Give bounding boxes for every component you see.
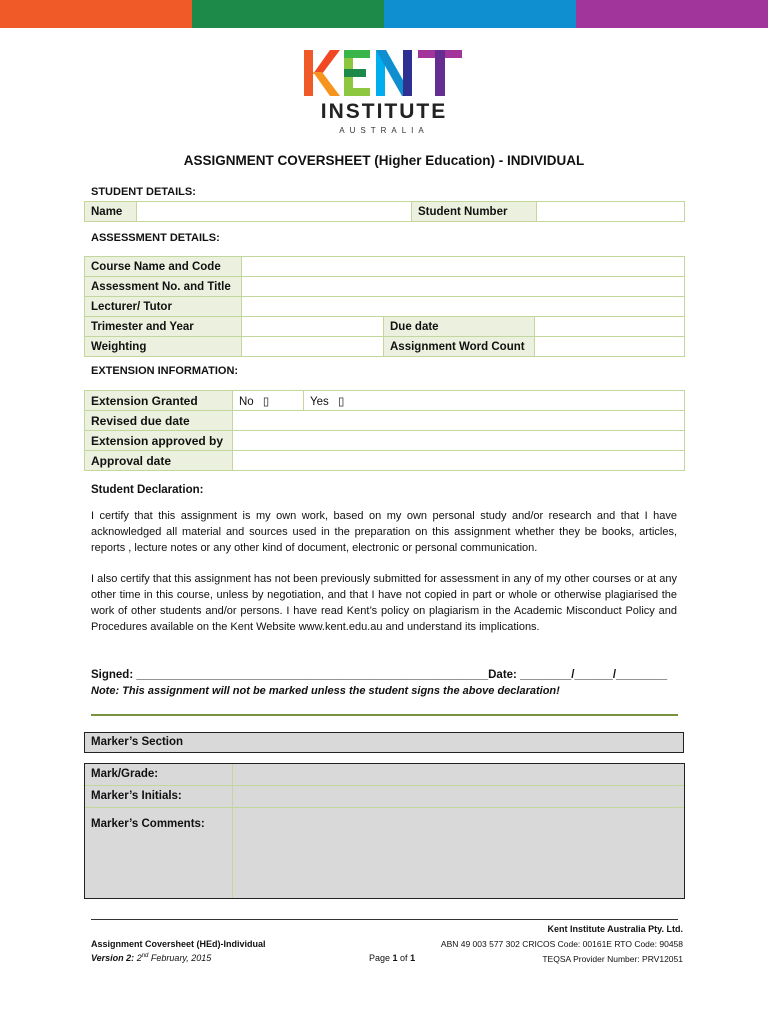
footer-registration: ABN 49 003 577 302 CRICOS Code: 00161E RTO Code: 90458 (440, 939, 683, 949)
course-name-field[interactable] (242, 257, 685, 277)
assessment-details-table (84, 256, 685, 357)
marker-column-divider (232, 764, 233, 898)
due-date-label: Due date (384, 317, 535, 337)
markers-section-box (84, 763, 685, 899)
weighting-label: Weighting (85, 337, 242, 357)
extension-heading: EXTENSION INFORMATION: (91, 365, 239, 377)
word-count-label: Assignment Word Count (384, 337, 535, 357)
assessment-title-label: Assessment No. and Title (85, 277, 242, 297)
footer-rule (91, 919, 678, 920)
declaration-paragraph-1: I certify that this assignment is my own work, based on my own personal study and/or research and that I have acknowledged all material and sources used in the preparation on this assignment whether they be books, articles, reports , lecture notes or any other kind of document, electronic or personal communication. (91, 510, 677, 554)
approved-by-field[interactable] (233, 431, 685, 451)
kent-logo (300, 48, 470, 140)
name-label: Name (85, 202, 137, 222)
student-number-field[interactable] (537, 202, 685, 222)
brand-stripe-green (192, 0, 384, 28)
markers-section-heading: Marker’s Section (84, 732, 684, 753)
extension-granted-label: Extension Granted (85, 391, 233, 411)
no-checkbox-icon[interactable]: ▯ (262, 395, 270, 408)
no-label: No (239, 395, 254, 408)
trimester-field[interactable] (242, 317, 384, 337)
revised-due-date-field[interactable] (233, 411, 685, 431)
trimester-label: Trimester and Year (85, 317, 242, 337)
approval-date-field[interactable] (233, 451, 685, 471)
student-details-heading: STUDENT DETAILS: (91, 186, 196, 198)
version-day: 2 (136, 953, 142, 963)
yes-label: Yes (310, 395, 329, 408)
version-date: February, 2015 (150, 953, 212, 963)
footer-version (91, 953, 211, 963)
extension-no-option[interactable] (233, 391, 304, 411)
brand-stripe-blue (384, 0, 576, 28)
signature-line[interactable]: Signed: _______________________________________________________Date: ________/______/________ (91, 669, 668, 681)
student-details-table (84, 201, 685, 222)
section-divider (91, 714, 678, 716)
document-title: ASSIGNMENT COVERSHEET (Higher Education) - INDIVIDUAL (183, 153, 585, 168)
assessment-details-heading: ASSESSMENT DETAILS: (91, 232, 220, 244)
declaration-paragraph-2: I also certify that this assignment has not been previously submitted for assessment in any of my other courses or at any other time in this course, unless by negotiation, and that I have not copied in part or whole or otherwise plagiarised the work of other students and/or persons. I have read Kent’s policy on plagiarism in the Academic Misconduct Policy and Procedures available on the Kent Website www.kent.edu.au and understand its implications. (91, 573, 677, 633)
mark-grade-row[interactable] (85, 764, 684, 786)
word-count-field[interactable] (535, 337, 685, 357)
weighting-field[interactable] (242, 337, 384, 357)
brand-color-bar (0, 0, 768, 28)
logo-institute-text: INSTITUTE (320, 100, 448, 123)
revised-due-date-label: Revised due date (85, 411, 233, 431)
assessment-title-field[interactable] (242, 277, 685, 297)
footer-company: Kent Institute Australia Pty. Ltd. (547, 924, 683, 934)
brand-stripe-purple (576, 0, 768, 28)
footer-teqsa: TEQSA Provider Number: PRV12051 (542, 954, 683, 964)
page-prefix: Page (369, 953, 393, 963)
name-field[interactable] (137, 202, 412, 222)
extension-table (84, 390, 685, 471)
yes-checkbox-icon[interactable]: ▯ (337, 395, 345, 408)
declaration-note: Note: This assignment will not be marked unless the student signs the above declaration! (91, 685, 560, 697)
due-date-field[interactable] (535, 317, 685, 337)
page-mid: of (397, 953, 411, 963)
page-total: 1 (410, 953, 416, 963)
student-number-label: Student Number (412, 202, 537, 222)
version-suffix: nd (141, 953, 149, 959)
approval-date-label: Approval date (85, 451, 233, 471)
lecturer-field[interactable] (242, 297, 685, 317)
extension-yes-option[interactable] (304, 391, 685, 411)
mark-grade-label: Mark/Grade: (91, 768, 159, 780)
version-label: Version 2: (91, 953, 135, 963)
lecturer-label: Lecturer/ Tutor (85, 297, 242, 317)
approved-by-label: Extension approved by (85, 431, 233, 451)
markers-comments-label: Marker’s Comments: (91, 818, 205, 830)
footer-doc-name: Assignment Coversheet (HEd)-Individual (91, 939, 266, 949)
course-name-label: Course Name and Code (85, 257, 242, 277)
page-current: 1 (392, 953, 398, 963)
brand-stripe-orange (0, 0, 192, 28)
footer-page-number (369, 953, 415, 963)
kent-logo-letters (300, 48, 468, 100)
markers-initials-label: Marker’s Initials: (91, 790, 182, 802)
logo-australia-text: AUSTRALIA (339, 126, 429, 135)
student-declaration-heading: Student Declaration: (91, 484, 204, 496)
